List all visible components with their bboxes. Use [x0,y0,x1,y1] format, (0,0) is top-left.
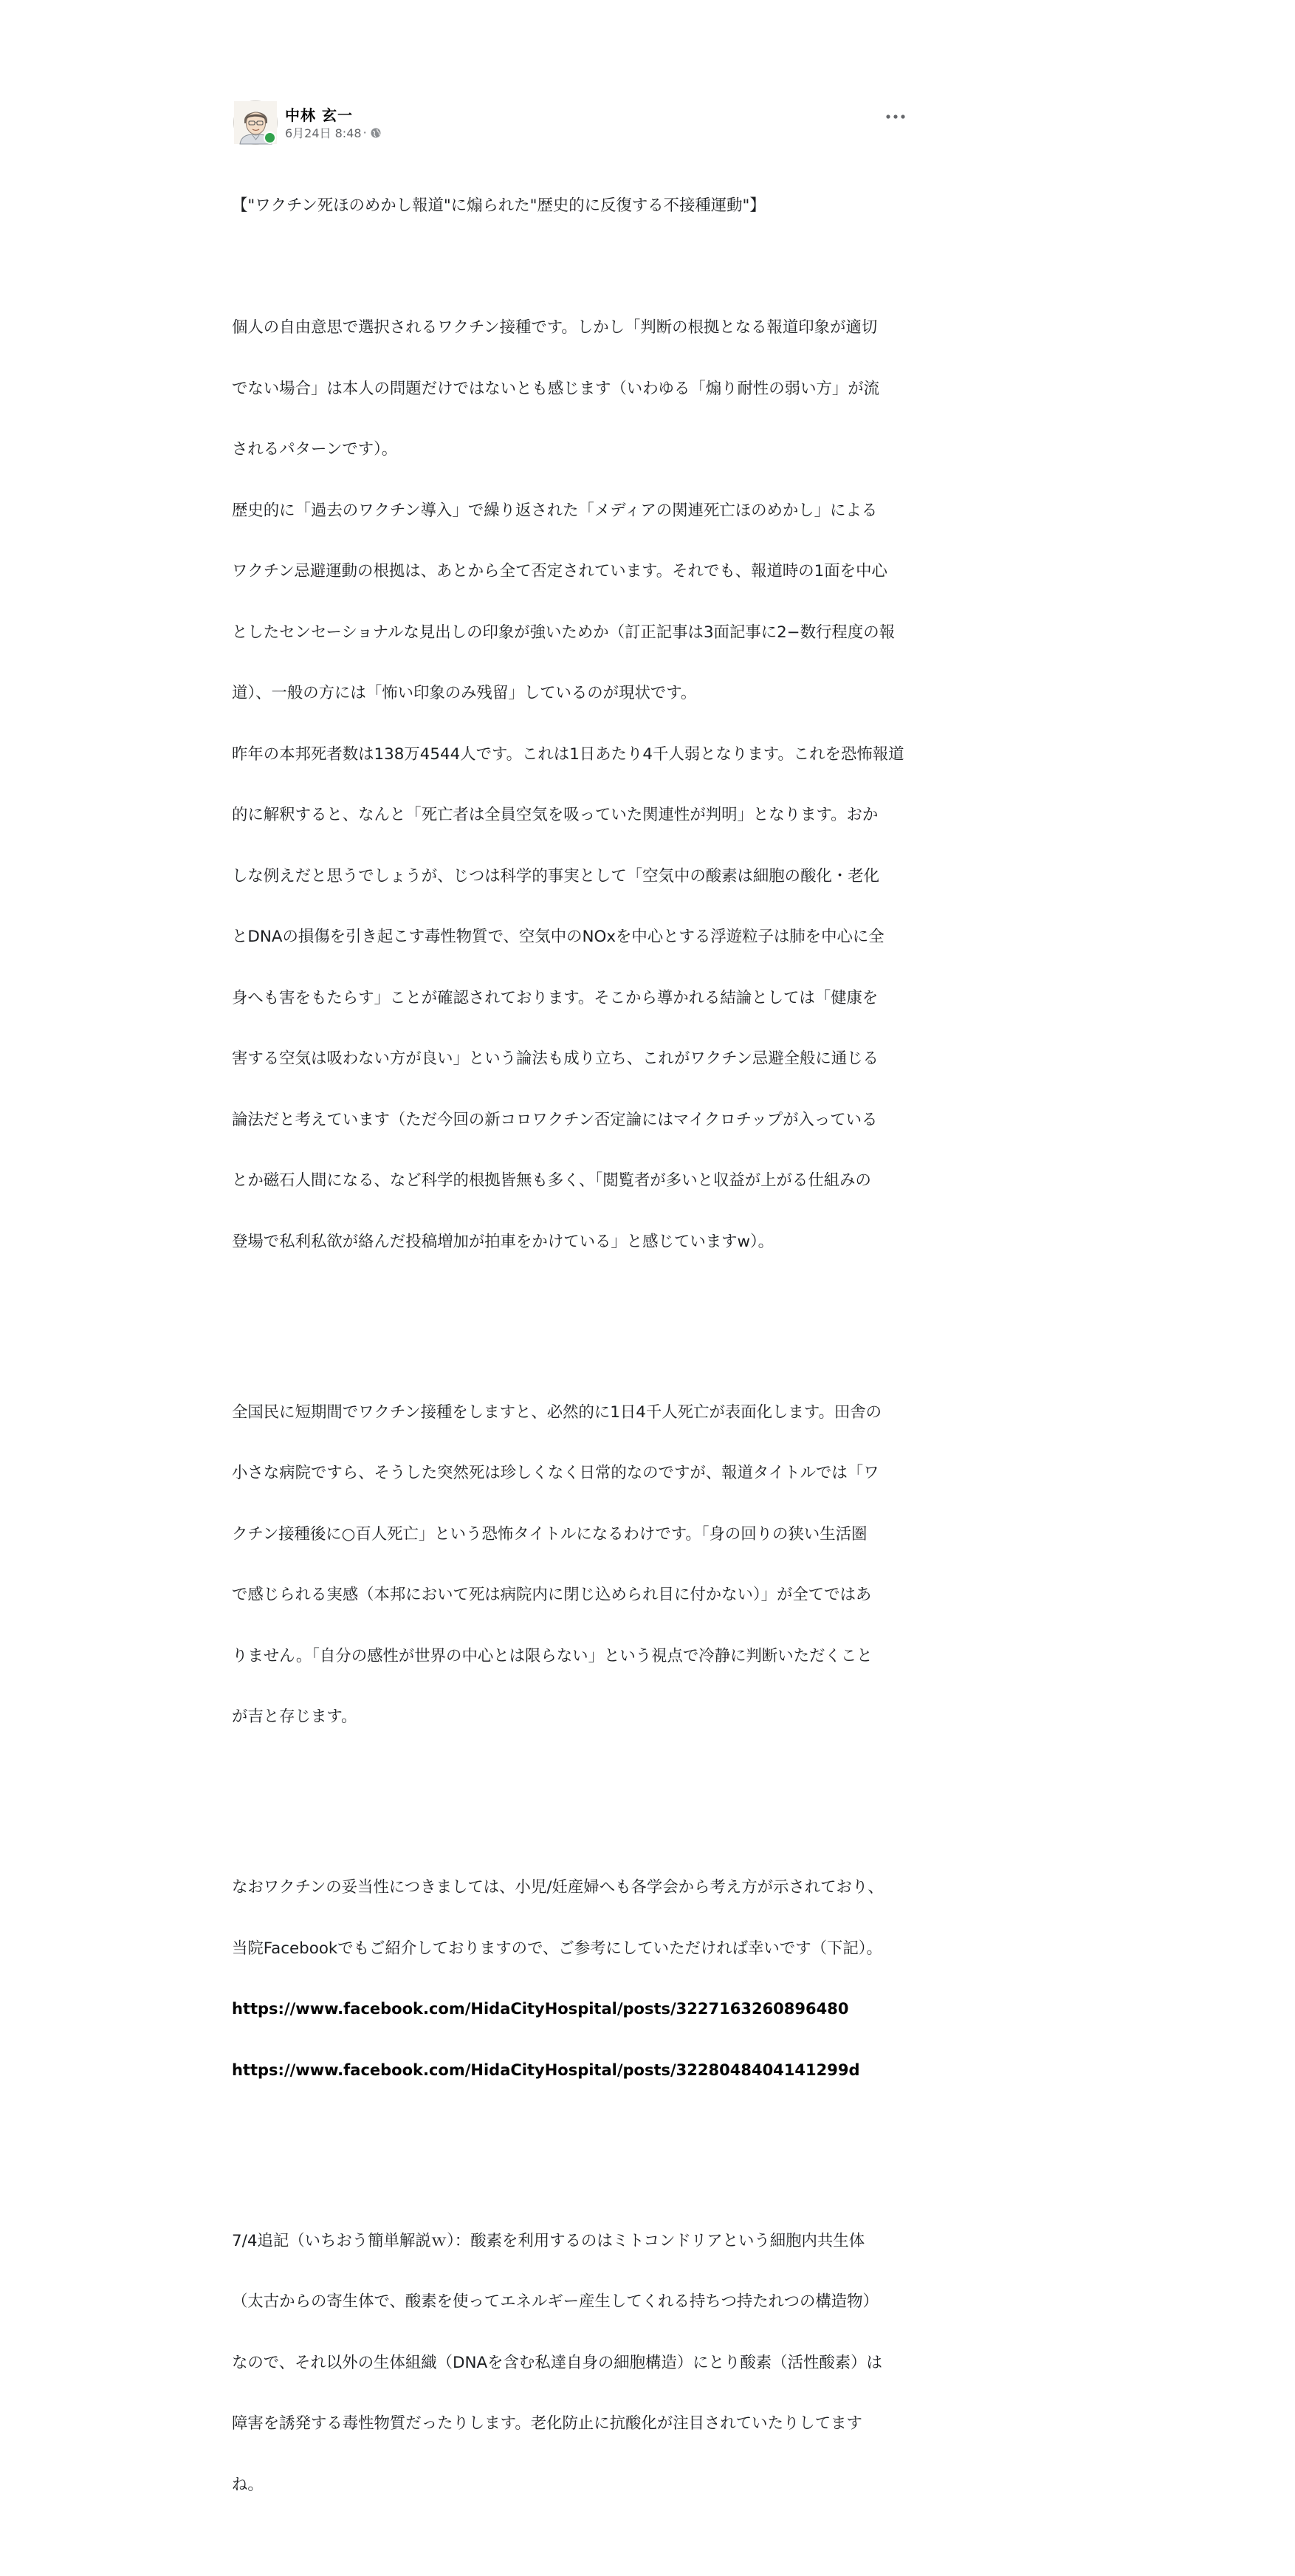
text-line: クチン接種後に○百人死亡」という恐怖タイトルになるわけです。「身の回りの狭い生活圏 [232,1524,868,1544]
text-line: （太古からの寄生体で、酸素を使ってエネルギー産生してくれる持ちつ持たれつの構造物） [232,2292,879,2311]
meta-separator: · [363,126,367,140]
globe-icon[interactable] [370,127,382,139]
paragraph-4 [232,2190,918,2536]
online-status-dot [264,131,276,144]
text-line: しな例えだと思うでしょうが、じつは科学的事実として「空気中の酸素は細胞の酸化・老化 [232,866,880,886]
text-line: ワクチン忌避運動の根拠は、あとから全て否定されています。それでも、報道時の1面を中心 [232,562,887,580]
hospital-post-link-1[interactable]: https://www.facebook.com/HidaCityHospital/posts/3227163260896480 [232,2000,849,2018]
text-line: 小さな病院ですら、そうした突然死は珍しくなく日常的なのですが、報道タイトルでは「ワ [232,1464,879,1482]
text-line: 全国民に短期間でワクチン接種をしますと、必然的に1日4千人死亡が表面化します。田舎の [232,1402,882,1422]
text-line: 論法だと考えています（ただ今回の新コロワクチン否定論にはマイクロチップが入っている [232,1110,878,1129]
text-line: とか磁石人間になる、など科学的根拠皆無も多く、「閲覧者が多いと収益が上がる仕組みの [232,1171,871,1190]
text-line: 歴史的に「過去のワクチン導入」で繰り返された「メディアの関連死亡ほのめかし」による [232,501,878,520]
facebook-post [232,99,918,2576]
text-line: 身へも害をもたらす」ことが確認されております。そこから導かれる結論としては「健康を [232,988,879,1007]
text-line: が吉と存じます。 [232,1707,357,1726]
paragraph-3 [232,1837,918,2121]
text-line: 7/4追記（いちおう簡単解説ｗ）：酸素を利用するのはミトコンドリアという細胞内共生体 [232,2231,865,2250]
post-header [232,99,918,149]
text-line: されるパターンです）。 [232,440,398,459]
text-line: 道）、一般の方には「怖い印象のみ残留」しているのが現状です。 [232,684,697,702]
paragraph-1 [232,277,918,1292]
text-line: 害する空気は吸わない方が良い」という論法も成り立ち、これがワクチン忌避全般に通じる [232,1049,879,1068]
text-line: 的に解釈すると、なんと「死亡者は全員空気を吸っていた関連性が判明」となります。おか [232,806,879,824]
post-timestamp[interactable]: 6月24日 8:48 [285,126,362,140]
hospital-post-link-2[interactable]: https://www.facebook.com/HidaCityHospital/posts/3228048404141299d [232,2061,860,2079]
text-line: 個人の自由意思で選択されるワクチン接種です。しかし「判断の根拠となる報道印象が適切 [232,318,878,337]
text-line: 当院Facebookでもご紹介しておりますので、ご参考にしていただければ幸いです（下記）。 [232,1939,882,1958]
author-name[interactable]: 中林 玄一 [285,106,353,124]
text-line: ね。 [232,2475,264,2494]
text-line: 障害を誘発する毒性物質だったりします。老化防止に抗酸化が注目されていたりしてます [232,2414,862,2433]
paragraph-2 [232,1362,918,1768]
text-line: 登場で私利私欲が絡んだ投稿増加が拍車をかけている」と感じていますw）。 [232,1232,774,1251]
more-horizontal-icon [886,114,905,119]
text-line: でない場合」は本人の問題だけではないとも感じます（いわゆる「煽り耐性の弱い方」が流 [232,379,880,398]
text-line: としたセンセーショナルな見出しの印象が強いためか（訂正記事は3面記事に2−数行程度の報 [232,623,895,642]
text-line: で感じられる実感（本邦において死は病院内に閉じ込められ目に付かない）」が全てではあ [232,1586,872,1604]
post-meta [285,124,382,141]
text-line: 昨年の本邦死者数は138万4544人です。これは1日あたり4千人弱となります。これを恐怖報道 [232,744,904,764]
text-line: りません。「自分の感性が世界の中心とは限らない」という視点で冷静に判断いただくこと [232,1646,873,1665]
more-options-button[interactable] [883,109,908,124]
post-title: 【"ワクチン死ほのめかし報道"に煽られた"歴史的に反復する不接種運動"】 [232,196,766,215]
text-line: なので、それ以外の生体組織（DNAを含む私達自身の細胞構造）にとり酸素（活性酸素）は [232,2353,882,2372]
text-line: とDNAの損傷を引き起こす毒性物質で、空気中のNOxを中心とする浮遊粒子は肺を中心に全 [232,928,884,946]
text-line: なおワクチンの妥当性につきましては、小児/妊産婦へも各学会から考え方が示されており、 [232,1878,884,1897]
post-body [232,155,918,2576]
